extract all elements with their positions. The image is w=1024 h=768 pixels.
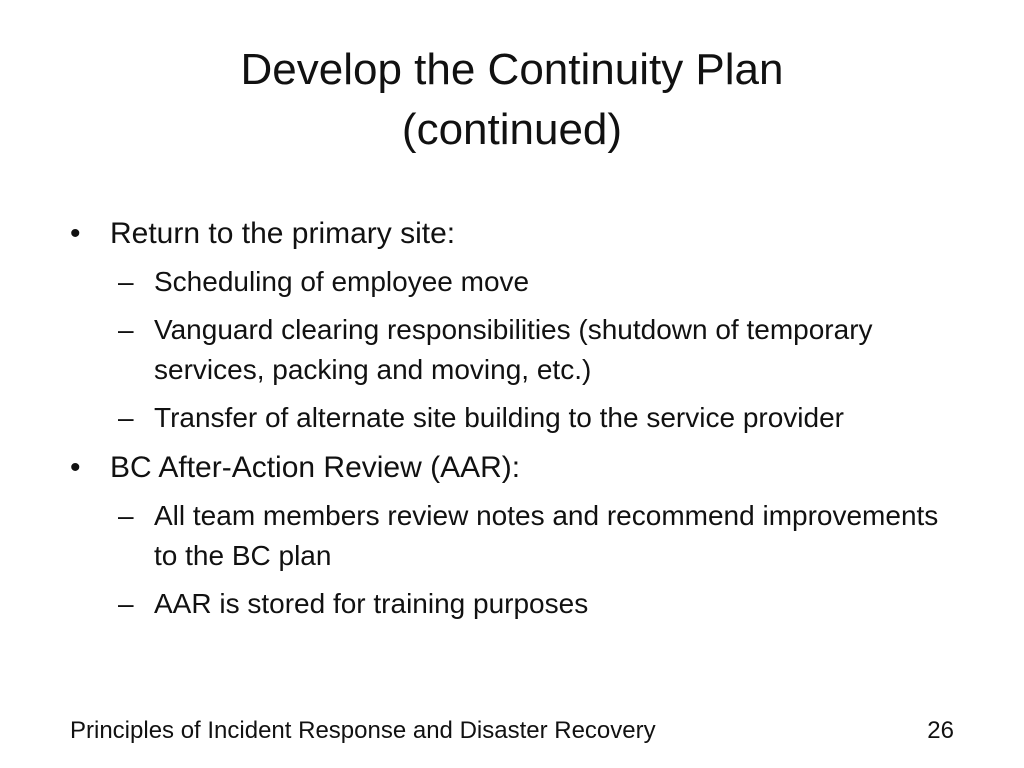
bullet-marker: • <box>70 217 81 250</box>
sub-bullet-text: Vanguard clearing responsibilities (shutdown of temporary services, packing and moving, etc.) <box>154 314 873 385</box>
sub-bullet-list <box>70 496 950 624</box>
dash-marker: – <box>118 500 134 531</box>
sub-bullet <box>70 584 950 624</box>
dash-marker: – <box>118 266 134 297</box>
sub-bullet-text: AAR is stored for training purposes <box>154 588 589 619</box>
sub-bullet-list <box>70 262 950 438</box>
sub-bullet-text: Transfer of alternate site building to the service provider <box>154 402 844 433</box>
sub-bullet <box>70 262 950 302</box>
bullet-after-action-review <box>70 446 950 490</box>
dash-marker: – <box>118 314 134 345</box>
bullet-text: BC After-Action Review (AAR): <box>110 451 521 484</box>
dash-marker: – <box>118 402 134 433</box>
bullet-return-to-primary-site <box>70 212 950 256</box>
dash-marker: – <box>118 588 134 619</box>
bullet-text: Return to the primary site: <box>110 217 456 250</box>
slide-title <box>0 40 1024 160</box>
slide-body <box>70 212 950 632</box>
slide-title-line-2: (continued) <box>401 105 623 154</box>
footer-page-number: 26 <box>927 717 954 744</box>
sub-bullet-text: Scheduling of employee move <box>154 266 530 297</box>
slide-title-line-1: Develop the Continuity Plan <box>240 45 784 94</box>
sub-bullet-text: All team members review notes and recommend improvements to the BC plan <box>154 500 939 571</box>
sub-bullet <box>70 398 950 438</box>
footer-course-title: Principles of Incident Response and Disaster Recovery <box>70 717 656 744</box>
sub-bullet <box>70 496 950 576</box>
bullet-marker: • <box>70 451 81 484</box>
sub-bullet <box>70 310 950 390</box>
